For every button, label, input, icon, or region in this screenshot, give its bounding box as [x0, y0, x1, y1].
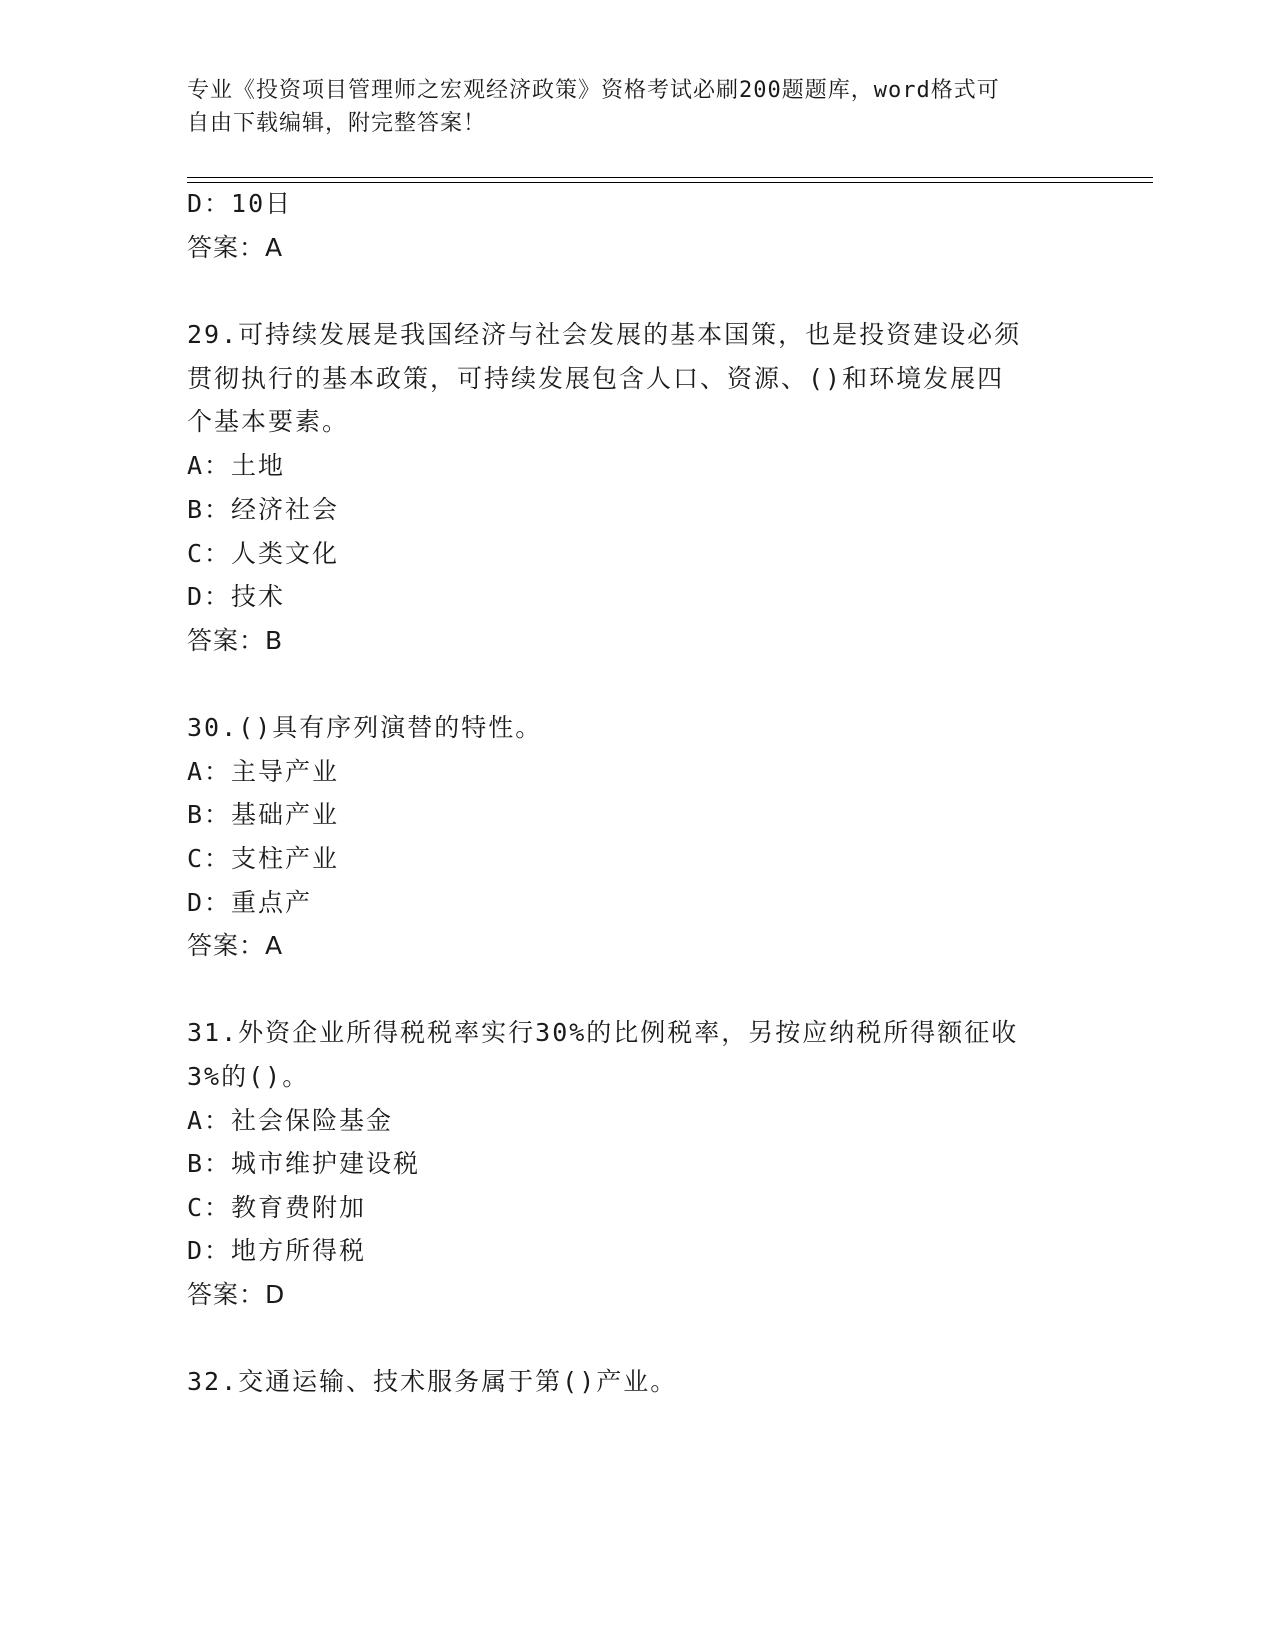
option-a-q31: A：社会保险基金: [187, 1106, 394, 1135]
header-divider-bottom: [187, 182, 1153, 183]
document-header: [187, 74, 1067, 140]
option-d-q30: D：重点产: [187, 888, 313, 917]
option-c-q31: C：教育费附加: [187, 1193, 367, 1222]
question-31-line-1: 31.外资企业所得税税率实行30%的比例税率，另按应纳税所得额征收: [187, 1018, 1019, 1047]
header-title-line-2: 自由下载编辑，附完整答案！: [187, 111, 487, 136]
answer-q31: 答案：D: [187, 1280, 286, 1309]
option-b-q30: B：基础产业: [187, 800, 340, 829]
answer-q30: 答案：A: [187, 931, 284, 960]
answer-q28: 答案：A: [187, 233, 284, 262]
option-b-q29: B：经济社会: [187, 495, 340, 524]
option-d-q28: D：10日: [187, 189, 293, 218]
header-divider-top: [187, 177, 1153, 178]
question-29-line-2: 贯彻执行的基本政策，可持续发展包含人口、资源、()和环境发展四: [187, 364, 1005, 393]
question-29-line-1: 29.可持续发展是我国经济与社会发展的基本国策，也是投资建设必须: [187, 320, 1022, 349]
question-29-line-3: 个基本要素。: [187, 407, 350, 436]
option-d-q29: D：技术: [187, 582, 286, 611]
option-a-q30: A：主导产业: [187, 757, 340, 786]
option-c-q29: C：人类文化: [187, 539, 340, 568]
answer-q29: 答案：B: [187, 626, 284, 655]
option-b-q31: B：城市维护建设税: [187, 1149, 421, 1178]
option-c-q30: C：支柱产业: [187, 844, 340, 873]
question-31-line-2: 3%的()。: [187, 1062, 310, 1091]
question-30: 30.()具有序列演替的特性。: [187, 713, 543, 742]
option-a-q29: A：土地: [187, 451, 286, 480]
header-title-line-1: 专业《投资项目管理师之宏观经济政策》资格考试必刷200题题库，word格式可: [187, 78, 1000, 103]
question-32: 32.交通运输、技术服务属于第()产业。: [187, 1367, 678, 1396]
option-d-q31: D：地方所得税: [187, 1236, 367, 1265]
